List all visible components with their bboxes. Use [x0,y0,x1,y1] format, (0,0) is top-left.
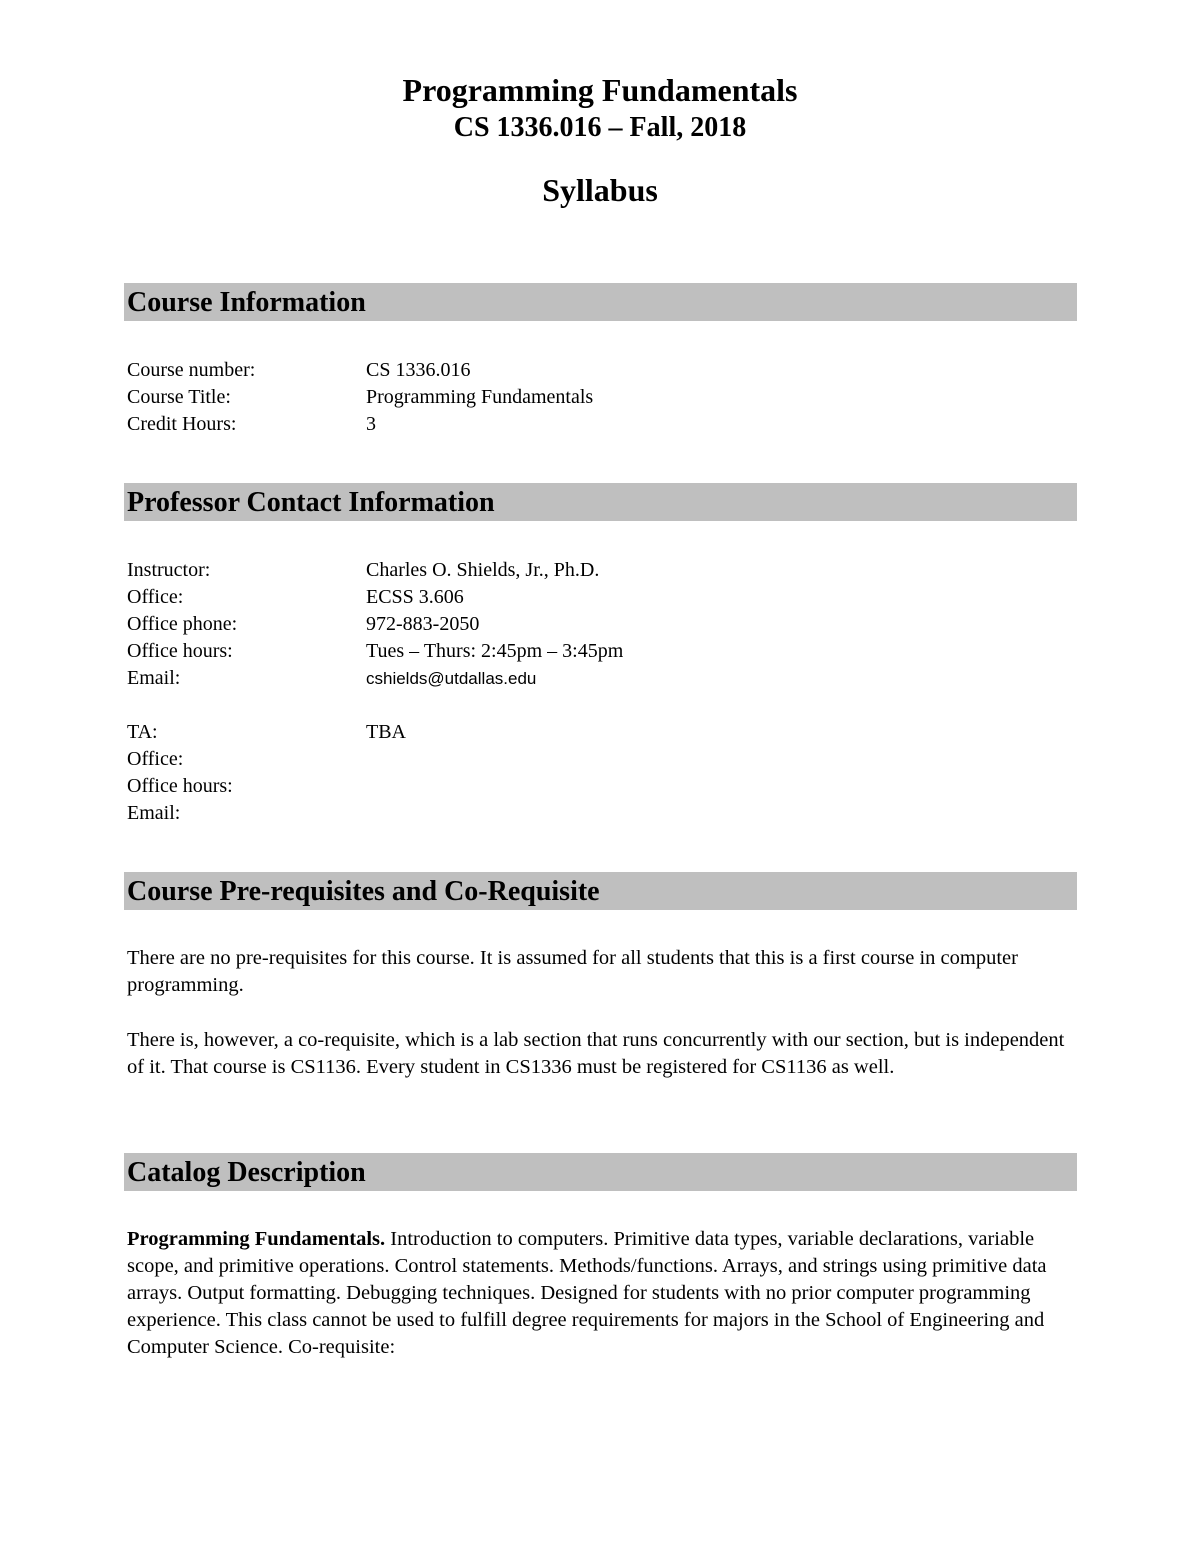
catalog-body: Introduction to computers. Primitive data types, variable declarations, variable scope, and primitive operations. Control statements. Methods/functions. Arrays, and strings using primitive data arrays. Output formatting. Debugging techniques. Designed for students with no prior computer programming experience. This class cannot be used to fulfill degree requirements for majors in the School of Engineering and Computer Science. Co-requisite: [127,1228,1047,1358]
field-label: Email: [127,667,181,689]
ta-office-row [127,746,406,773]
field-label: TA: [127,721,158,743]
field-value: Charles O. Shields, Jr., Ph.D. [366,559,600,581]
field-label: Email: [127,802,181,824]
corequisite-paragraph: There is, however, a co-requisite, which is a lab section that runs concurrently with our section, but is independent of it. That course is CS1136. Every student in CS1336 must be registered for CS1136 as well. [127,1029,1065,1078]
field-value: Programming Fundamentals [366,386,594,408]
catalog-description-paragraph [127,1226,1077,1361]
doc-subtitle: CS 1336.016 – Fall, 2018 [453,112,747,143]
office-phone-row [127,611,623,638]
instructor-table [127,557,623,692]
field-label: Office hours: [127,775,233,797]
office-hours-row [127,638,623,665]
field-value: TBA [366,721,406,743]
field-label: Office hours: [127,640,233,662]
course-title-row [127,384,593,411]
ta-table [127,719,406,827]
field-label: Office: [127,586,184,608]
field-value: 972-883-2050 [366,613,480,635]
field-label: Office: [127,748,184,770]
field-value: 3 [366,413,376,435]
section-heading-prerequisites: Course Pre-requisites and Co-Requisite [124,872,1077,910]
field-label: Credit Hours: [127,413,237,435]
section-heading-course-information: Course Information [124,283,1077,321]
ta-email-row [127,800,406,827]
doc-type: Syllabus [542,172,658,208]
prerequisites-paragraph: There are no pre-requisites for this course. It is assumed for all students that this is a first course in computer programming. [127,947,1018,996]
doc-title: Programming Fundamentals [402,72,798,108]
instructor-row [127,557,623,584]
email-link[interactable]: cshields@utdallas.edu [366,669,537,688]
field-label: Course number: [127,359,256,381]
section-heading-professor-contact: Professor Contact Information [124,483,1077,521]
office-row [127,584,623,611]
field-label: Instructor: [127,559,211,581]
ta-row [127,719,406,746]
field-label: Course Title: [127,386,231,408]
email-row [127,665,623,692]
field-value: CS 1336.016 [366,359,471,381]
field-value: Tues – Thurs: 2:45pm – 3:45pm [366,640,624,662]
field-value: ECSS 3.606 [366,586,464,608]
ta-office-hours-row [127,773,406,800]
credit-hours-row [127,411,593,438]
course-info-table [127,357,593,438]
catalog-lead: Programming Fundamentals. [127,1228,386,1250]
course-number-row [127,357,593,384]
field-label: Office phone: [127,613,238,635]
section-heading-catalog-description: Catalog Description [124,1153,1077,1191]
